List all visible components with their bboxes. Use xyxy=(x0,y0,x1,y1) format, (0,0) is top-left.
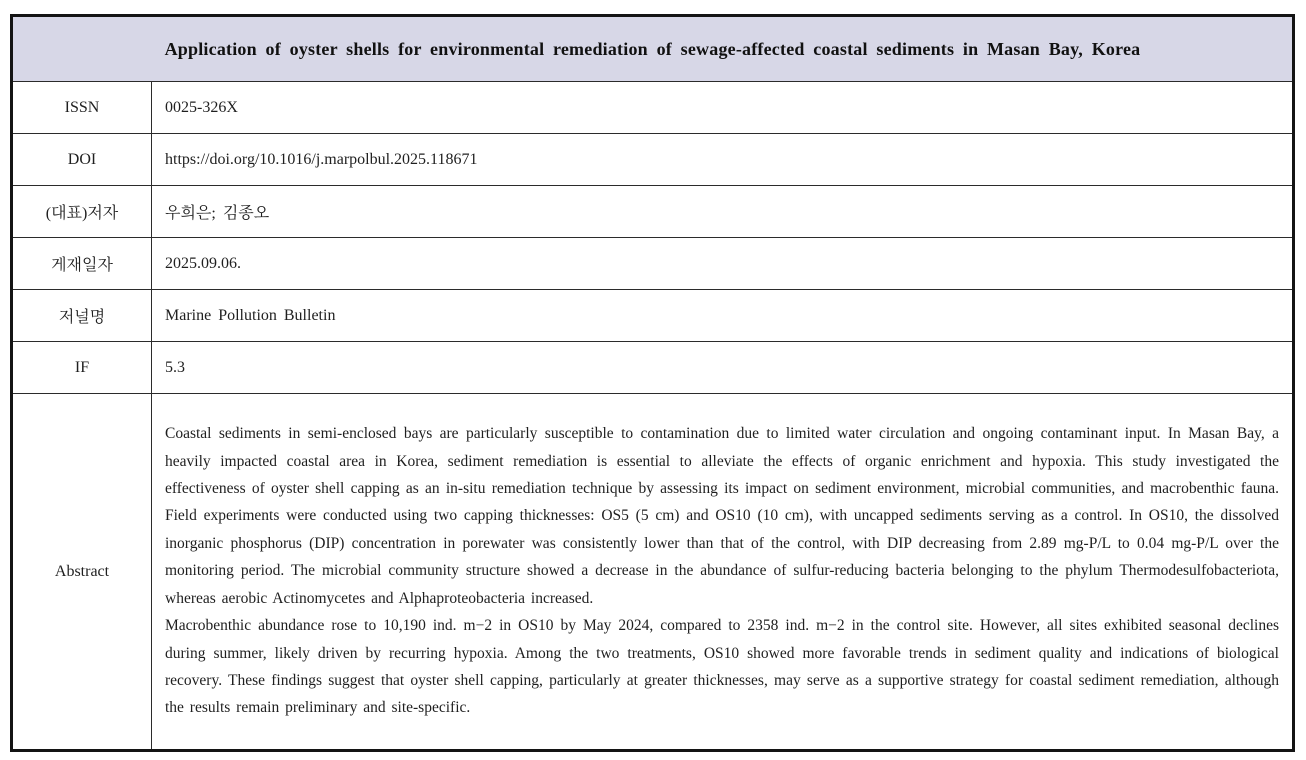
row-label-publication-date: 게재일자 xyxy=(12,238,152,290)
row-label-doi: DOI xyxy=(12,134,152,186)
row-value-authors: 우희은; 김종오 xyxy=(152,186,1294,238)
row-label-impact-factor: IF xyxy=(12,342,152,394)
row-value-doi: https://doi.org/10.1016/j.marpolbul.2025.118671 xyxy=(152,134,1294,186)
row-value-publication-date: 2025.09.06. xyxy=(152,238,1294,290)
row-label-abstract: Abstract xyxy=(12,394,152,751)
table-row-abstract xyxy=(12,394,1294,751)
title-row xyxy=(12,16,1294,82)
abstract-text xyxy=(152,394,1294,751)
table-row-authors xyxy=(12,186,1294,238)
row-value-impact-factor: 5.3 xyxy=(152,342,1294,394)
abstract-paragraph-2: Macrobenthic abundance rose to 10,190 ind. m−2 in OS10 by May 2024, compared to 2358 ind. m−2 in the control site. However, all sites exhibited seasonal declines during summer, likely driven by recurring hypoxia. Among the two treatments, OS10 showed more favorable trends in sediment quality and indications of biological recovery. These findings suggest that oyster shell capping, particularly at greater thicknesses, may serve as a supportive strategy for coastal sediment remediation, although the results remain preliminary and site-specific. xyxy=(165,617,1279,717)
table-row-issn xyxy=(12,82,1294,134)
table-row-publication-date xyxy=(12,238,1294,290)
row-label-journal: 저널명 xyxy=(12,290,152,342)
row-value-issn: 0025-326X xyxy=(152,82,1294,134)
table-row-doi xyxy=(12,134,1294,186)
paper-title: Application of oyster shells for environmental remediation of sewage-affected coastal sediments in Masan Bay, Korea xyxy=(12,16,1294,82)
row-label-issn: ISSN xyxy=(12,82,152,134)
abstract-paragraph-1: Coastal sediments in semi-enclosed bays are particularly susceptible to contamination due to limited water circulation and ongoing contaminant input. In Masan Bay, a heavily impacted coastal area in Korea, sediment remediation is essential to alleviate the effects of organic enrichment and hypoxia. This study investigated the effectiveness of oyster shell capping as an in-situ remediation technique by assessing its impact on sediment environment, microbial communities, and macrobenthic fauna. Field experiments were conducted using two capping thicknesses: OS5 (5 cm) and OS10 (10 cm), with uncapped sediments serving as a control. In OS10, the dissolved inorganic phosphorus (DIP) concentration in porewater was consistently lower than that of the control, with DIP decreasing from 2.89 mg-P/L to 0.04 mg-P/L over the monitoring period. The microbial community structure showed a decrease in the abundance of sulfur-reducing bacteria belonging to the phylum Thermodesulfobacteriota, whereas aerobic Actinomycetes and Alphaproteobacteria increased. xyxy=(165,425,1279,607)
table-row-impact-factor xyxy=(12,342,1294,394)
publication-info-table xyxy=(10,14,1295,752)
table-row-journal xyxy=(12,290,1294,342)
row-value-journal: Marine Pollution Bulletin xyxy=(152,290,1294,342)
row-label-authors: (대표)저자 xyxy=(12,186,152,238)
